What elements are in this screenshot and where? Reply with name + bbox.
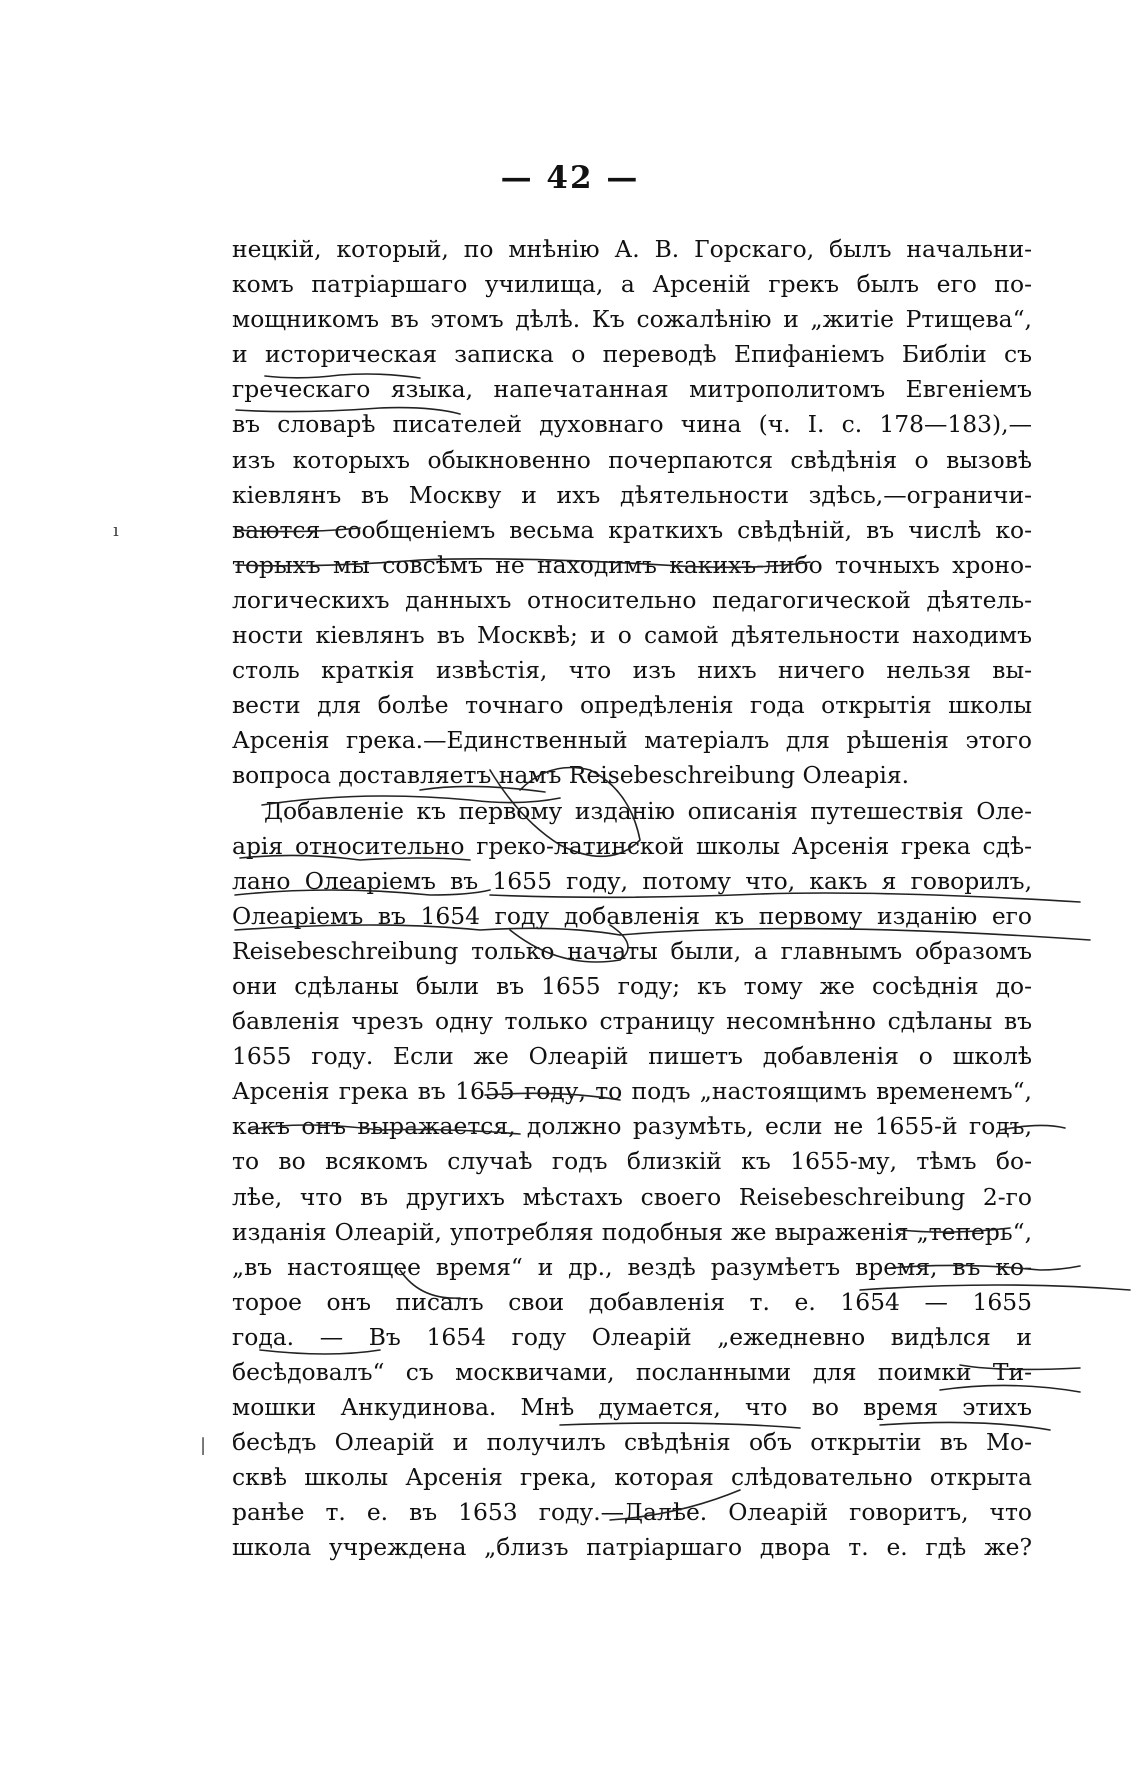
text-line: бесѣдовалъ“ съ москвичами, посланными для поимки Ти- (232, 1358, 1032, 1386)
text-line: школа учреждена „близъ патріаршаго двора т. е. гдѣ же? (232, 1533, 1032, 1562)
text-line: торое онъ писалъ свои добавленія т. е. 1654 — 1655 (232, 1287, 1032, 1316)
text-line: Reisebeschreibung только начаты были, а главнымъ образомъ (232, 936, 1032, 965)
text-line: Арсенія грека въ 1655 году, то подъ „настоящимъ временемъ“, (232, 1077, 1032, 1106)
text-line: „въ настоящее время“ и др., вездѣ разумѣетъ время, въ ко- (232, 1252, 1032, 1281)
text-line: изданія Олеарій, употребляя подобныя же выраженія „теперь“, (232, 1217, 1032, 1246)
text-line: логическихъ данныхъ относительно педагогической дѣятель- (232, 585, 1032, 614)
text-line: столь краткія извѣстія, что изъ нихъ ничего нельзя вы- (232, 656, 1032, 685)
text-line: въ словарѣ писателей духовнаго чина (ч. I. с. 178—183),— (232, 410, 1032, 439)
text-line: Олеаріемъ въ 1654 году добавленія къ первому изданію его (232, 901, 1032, 930)
text-line: торыхъ мы совсѣмъ не находимъ какихъ-либо точныхъ хроно- (232, 550, 1032, 579)
body-text (232, 232, 1032, 1566)
text-line: мощникомъ въ этомъ дѣлѣ. Къ сожалѣнію и „житіе Ртищева“, (232, 305, 1032, 334)
text-line: бесѣдъ Олеарій и получилъ свѣдѣнія объ открытіи въ Мо- (232, 1428, 1032, 1457)
text-line: ности кіевлянъ въ Москвѣ; и о самой дѣятельности находимъ (232, 621, 1032, 650)
text-line: сквѣ школы Арсенія грека, которая слѣдовательно открыта (232, 1463, 1032, 1492)
text-line: то во всякомъ случаѣ годъ близкій къ 1655-му, тѣмъ бо- (232, 1147, 1032, 1176)
text-line: комъ патріаршаго училища, а Арсеній грекъ былъ его по- (232, 270, 1032, 299)
text-line: ваются сообщеніемъ весьма краткихъ свѣдѣній, въ числѣ ко- (232, 515, 1032, 544)
text-line: 1655 году. Если же Олеарій пишетъ добавленія о школѣ (232, 1042, 1032, 1071)
text-line: ранѣе т. е. въ 1653 году.—Далѣе. Олеарій говоритъ, что (232, 1498, 1032, 1527)
page-number: — 42 — (500, 160, 640, 196)
text-line: года. — Въ 1654 году Олеарій „ежедневно видѣлся и (232, 1322, 1032, 1351)
text-line: кіевлянъ въ Москву и ихъ дѣятельности здѣсь,—ограничи- (232, 480, 1032, 509)
text-line: арія относительно греко-латинской школы Арсенія грека сдѣ- (232, 831, 1032, 860)
text-line: и историческая записка о переводѣ Епифаніемъ Библіи съ (232, 340, 1032, 369)
text-line: Арсенія грека.—Единственный матеріалъ для рѣшенія этого (232, 726, 1032, 755)
text-line: бавленія чрезъ одну только страницу несомнѣнно сдѣланы въ (232, 1007, 1032, 1036)
text-line: лано Олеаріемъ въ 1655 году, потому что, какъ я говорилъ, (232, 866, 1032, 895)
text-line: вести для болѣе точнаго опредѣленія года открытія школы (232, 691, 1032, 720)
text-line: они сдѣланы были въ 1655 году; къ тому же сосѣднія до- (232, 971, 1032, 1000)
text-line: Добавленіе къ первому изданію описанія путешествія Оле- (264, 796, 1032, 825)
text-line: нецкій, который, по мнѣнію А. В. Горскаго, былъ начальни- (232, 235, 1032, 263)
margin-mark: | (200, 1435, 207, 1456)
text-line: греческаго языка, напечатанная митрополитомъ Евгеніемъ (232, 375, 1032, 404)
text-line: какъ онъ выражается, должно разумѣть, если не 1655-й годъ, (232, 1112, 1032, 1141)
text-line: вопроса доставляетъ намъ Reisebeschreibung Олеарія. (232, 761, 910, 790)
margin-mark: ı (113, 520, 119, 541)
text-line: лѣе, что въ другихъ мѣстахъ своего Reisebeschreibung 2-го (232, 1182, 1032, 1211)
text-line: мошки Анкудинова. Мнѣ думается, что во время этихъ (232, 1393, 1032, 1422)
text-line: изъ которыхъ обыкновенно почерпаются свѣдѣнія о вызовѣ (232, 445, 1032, 474)
